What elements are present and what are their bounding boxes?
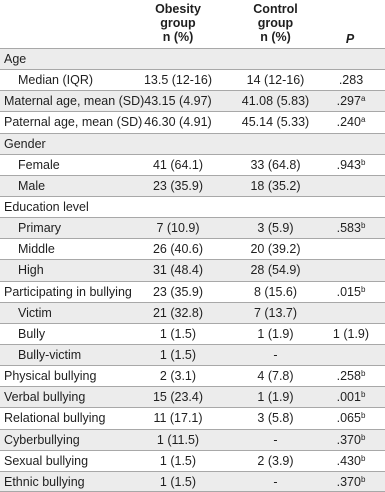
table-row: [0, 429, 385, 450]
p-value: [320, 387, 382, 407]
p-value-number: .015: [336, 284, 361, 299]
control-group-value: 3 (5.9): [257, 221, 294, 236]
p-value-footnote-marker: b: [360, 474, 366, 484]
header-obesity-group: Obesity group n (%): [155, 2, 201, 44]
p-value-footnote-marker: b: [360, 221, 366, 231]
row-label: Paternal age, mean (SD): [4, 115, 143, 130]
p-value-number: .001: [336, 390, 361, 405]
p-value: [320, 472, 382, 492]
control-group-value: 1 (1.9): [257, 390, 294, 405]
table-row: [0, 90, 385, 111]
control-group-value: -: [273, 432, 278, 447]
p-value: [320, 70, 382, 90]
p-value: [320, 366, 382, 386]
control-group-value: 33 (64.8): [250, 157, 301, 172]
obesity-group-value: 46.30 (4.91): [144, 115, 212, 130]
p-value: [320, 112, 382, 132]
p-value-footnote-marker: b: [360, 390, 366, 400]
obesity-group-value: 1 (1.5): [159, 347, 197, 362]
control-group-value: 8 (15.6): [253, 284, 298, 299]
control-group-value: 28 (54.9): [250, 263, 301, 278]
obesity-group-value: 43.15 (4.97): [144, 94, 212, 109]
p-value-number: .297: [336, 94, 361, 109]
p-value-number: .943: [336, 157, 361, 172]
row-label: Physical bullying: [4, 369, 97, 384]
table-row: [0, 323, 385, 344]
row-label: Education level: [4, 199, 89, 214]
row-label: Male: [18, 178, 46, 193]
control-group-value: 4 (7.8): [257, 369, 294, 384]
table-row: [0, 48, 385, 69]
row-label: Cyberbullying: [4, 432, 80, 447]
row-label: Relational bullying: [4, 411, 106, 426]
obesity-group-value: 21 (32.8): [152, 305, 204, 320]
obesity-group-value: 23 (35.9): [152, 284, 204, 299]
table-row: [0, 238, 385, 259]
row-label: Bully-victim: [18, 347, 82, 362]
p-value-number: .258: [336, 369, 361, 384]
p-value-number: .283: [338, 73, 364, 88]
p-value-number: .240: [336, 115, 361, 130]
table-row: [0, 259, 385, 280]
p-value-number: .430: [336, 453, 361, 468]
obesity-group-value: 7 (10.9): [156, 221, 200, 236]
table-row: [0, 450, 385, 471]
p-value-number: .370: [336, 432, 361, 447]
control-group-value: 1 (1.9): [257, 326, 294, 341]
obesity-group-value: 26 (40.6): [152, 242, 204, 257]
table-row: [0, 111, 385, 132]
p-value-number: 1 (1.9): [332, 326, 370, 341]
row-label: Sexual bullying: [4, 453, 89, 468]
table-row: [0, 196, 385, 217]
table-row: [0, 133, 385, 154]
row-label: Gender: [4, 136, 46, 151]
control-group-value: 14 (12-16): [246, 73, 305, 88]
row-label: Female: [18, 157, 60, 172]
obesity-group-value: 2 (3.1): [159, 369, 197, 384]
p-value-footnote-marker: b: [360, 157, 366, 167]
p-value: [320, 324, 382, 344]
row-label: Victim: [18, 305, 52, 320]
header-control-group: Control group n (%): [253, 2, 298, 44]
table-row: [0, 471, 385, 492]
table-row: [0, 407, 385, 428]
p-value-footnote-marker: b: [360, 453, 366, 463]
control-group-value: 45.14 (5.33): [241, 115, 310, 130]
p-value: [320, 155, 382, 175]
control-group-value: 20 (39.2): [250, 242, 301, 257]
table-row: [0, 365, 385, 386]
obesity-group-value: 1 (11.5): [156, 432, 200, 447]
p-value-footnote-marker: a: [360, 115, 366, 125]
obesity-group-value: 13.5 (12-16): [143, 73, 213, 88]
p-value-number: .583: [336, 221, 361, 236]
table-header: [0, 0, 385, 48]
p-value: [320, 282, 382, 302]
table-row: [0, 344, 385, 365]
control-group-value: -: [273, 474, 278, 489]
obesity-group-value: 1 (1.5): [159, 474, 197, 489]
control-group-value: 7 (13.7): [253, 305, 298, 320]
row-label: Age: [4, 52, 27, 66]
row-label: High: [18, 263, 44, 278]
p-value-footnote-marker: b: [360, 411, 366, 421]
table-row: [0, 302, 385, 323]
row-label: Participating in bullying: [4, 284, 132, 299]
obesity-group-value: 1 (1.5): [159, 453, 197, 468]
p-value: [320, 91, 382, 111]
row-label: Middle: [18, 242, 55, 257]
table-row: [0, 175, 385, 196]
table-row: [0, 69, 385, 90]
obesity-group-value: 11 (17.1): [153, 411, 203, 426]
p-value: [320, 430, 382, 450]
p-value: [320, 408, 382, 428]
obesity-group-value: 23 (35.9): [152, 178, 204, 193]
row-label: Median (IQR): [18, 73, 94, 88]
p-value-footnote-marker: b: [360, 432, 366, 442]
obesity-group-value: 41 (64.1): [152, 157, 204, 172]
obesity-group-value: 31 (48.4): [152, 263, 204, 278]
p-value: [320, 218, 382, 238]
table-body: [0, 48, 385, 492]
control-group-value: 41.08 (5.83): [241, 94, 310, 109]
row-label: Ethnic bullying: [4, 474, 85, 489]
header-p-value: P: [345, 32, 355, 46]
row-label: Primary: [18, 221, 62, 236]
p-value-footnote-marker: a: [360, 94, 366, 104]
p-value: [320, 451, 382, 471]
p-value-number: .065: [336, 411, 361, 426]
p-value-number: .370: [336, 474, 361, 489]
obesity-group-value: 1 (1.5): [159, 326, 197, 341]
obesity-group-value: 15 (23.4): [152, 390, 204, 405]
control-group-value: 3 (5.8): [257, 411, 294, 426]
row-label: Bully: [18, 326, 46, 341]
p-value-footnote-marker: b: [360, 369, 366, 379]
table-row: [0, 386, 385, 407]
table-row: [0, 154, 385, 175]
control-group-value: 18 (35.2): [250, 178, 301, 193]
table-row: [0, 217, 385, 238]
control-group-value: -: [273, 347, 278, 362]
row-label: Maternal age, mean (SD): [4, 94, 145, 109]
table-row: [0, 281, 385, 302]
p-value-footnote-marker: b: [360, 284, 366, 294]
row-label: Verbal bullying: [4, 390, 86, 405]
control-group-value: 2 (3.9): [257, 453, 294, 468]
